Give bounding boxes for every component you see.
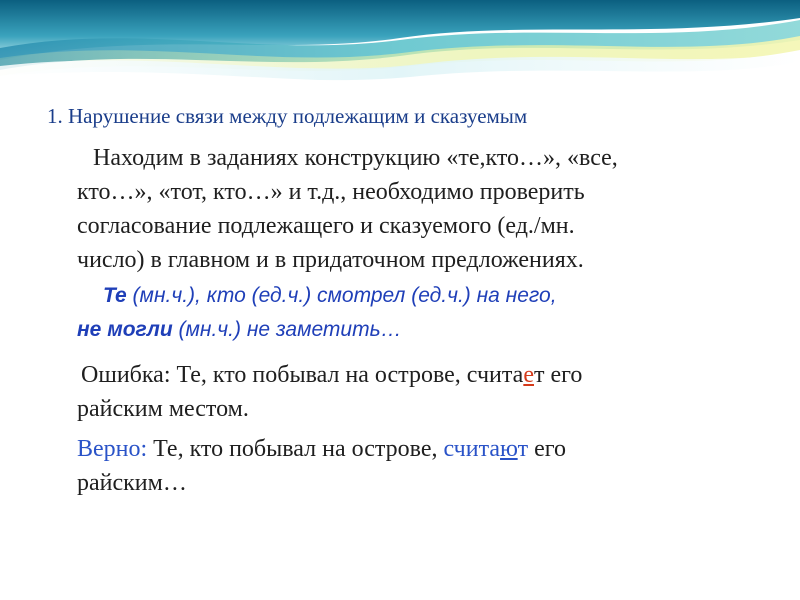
- correct-text: Те, кто побывал на острове,: [147, 436, 444, 462]
- error-example: [77, 358, 767, 426]
- paragraph-line: Находим в заданиях конструкцию «те,кто…», «все,: [93, 145, 618, 171]
- example-line-2: [77, 313, 767, 347]
- example-line2-rest: (мн.ч.) не заметить…: [172, 318, 402, 341]
- error-suffix: т его: [533, 362, 583, 388]
- correct-example: [77, 432, 767, 500]
- error-line-2: райским местом.: [77, 396, 249, 422]
- example-line1-rest: (мн.ч.), кто (ед.ч.) смотрел (ед.ч.) на него,: [126, 284, 557, 307]
- example-subject: Те: [103, 284, 127, 307]
- error-highlight: е: [523, 362, 534, 388]
- correct-verb-end: т: [517, 436, 529, 462]
- error-prefix: Ошибка: Те, кто побывал на острове, счита: [81, 362, 524, 388]
- example-sentence: [77, 279, 767, 347]
- paragraph-line: согласование подлежащего и сказуемого (ед./мн.: [77, 213, 575, 239]
- example-line-1: [77, 279, 767, 313]
- paragraph-line: кто…», «тот, кто…» и т.д., необходимо проверить: [77, 179, 585, 205]
- correct-line-1: [77, 432, 767, 466]
- slide-heading: 1. Нарушение связи между подлежащим и сказуемым: [47, 104, 528, 128]
- correct-suffix: его: [528, 436, 567, 462]
- paragraph-rule: [77, 141, 767, 277]
- paragraph-line: число) в главном и в придаточном предложениях.: [77, 247, 584, 273]
- correct-verb-highlight: ю: [500, 436, 518, 462]
- correct-label: Верно:: [77, 436, 148, 462]
- correct-line-2: райским…: [77, 470, 187, 496]
- error-line-1: [77, 358, 767, 392]
- example-predicate: не могли: [77, 318, 173, 341]
- correct-verb-start: счита: [443, 436, 501, 462]
